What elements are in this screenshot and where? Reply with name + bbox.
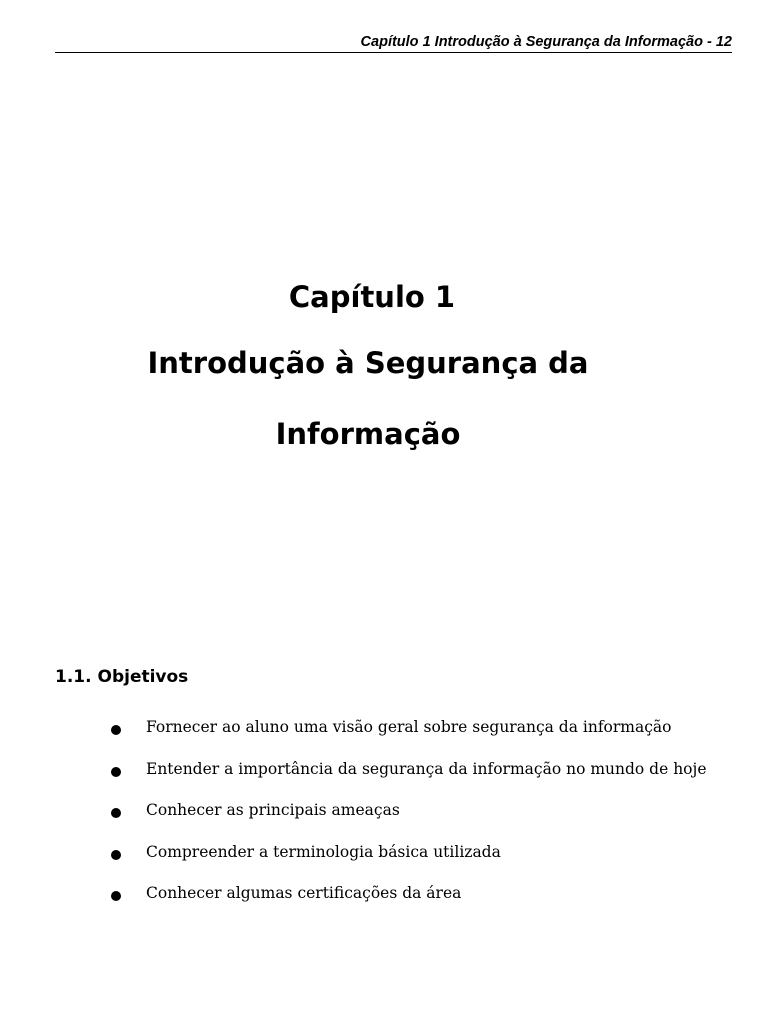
page-header — [55, 32, 732, 53]
running-header-title: Capítulo 1 Introdução à Segurança da Informação - 12 — [360, 34, 732, 50]
section-heading: 1.1. Objetivos — [55, 667, 189, 687]
bullet-icon — [111, 767, 121, 777]
list-item — [0, 884, 768, 908]
chapter-title-line-1: Introdução à Segurança da — [147, 346, 589, 380]
chapter-number: Capítulo 1 — [288, 280, 456, 314]
chapter-title-line-2: Informação — [275, 417, 461, 451]
bullet-icon — [111, 891, 121, 901]
objective-text: Conhecer algumas certificações da área — [146, 884, 462, 902]
bullet-icon — [111, 808, 121, 818]
objective-text: Conhecer as principais ameaças — [146, 801, 400, 819]
bullet-icon — [111, 725, 121, 735]
list-item — [0, 801, 768, 825]
bullet-icon — [111, 850, 121, 860]
objective-text: Compreender a terminologia básica utilizada — [146, 843, 501, 861]
list-item — [0, 718, 768, 742]
objective-text: Fornecer ao aluno uma visão geral sobre segurança da informação — [146, 718, 672, 736]
objective-text: Entender a importância da segurança da informação no mundo de hoje — [146, 760, 707, 778]
list-item — [0, 760, 768, 784]
list-item — [0, 843, 768, 867]
